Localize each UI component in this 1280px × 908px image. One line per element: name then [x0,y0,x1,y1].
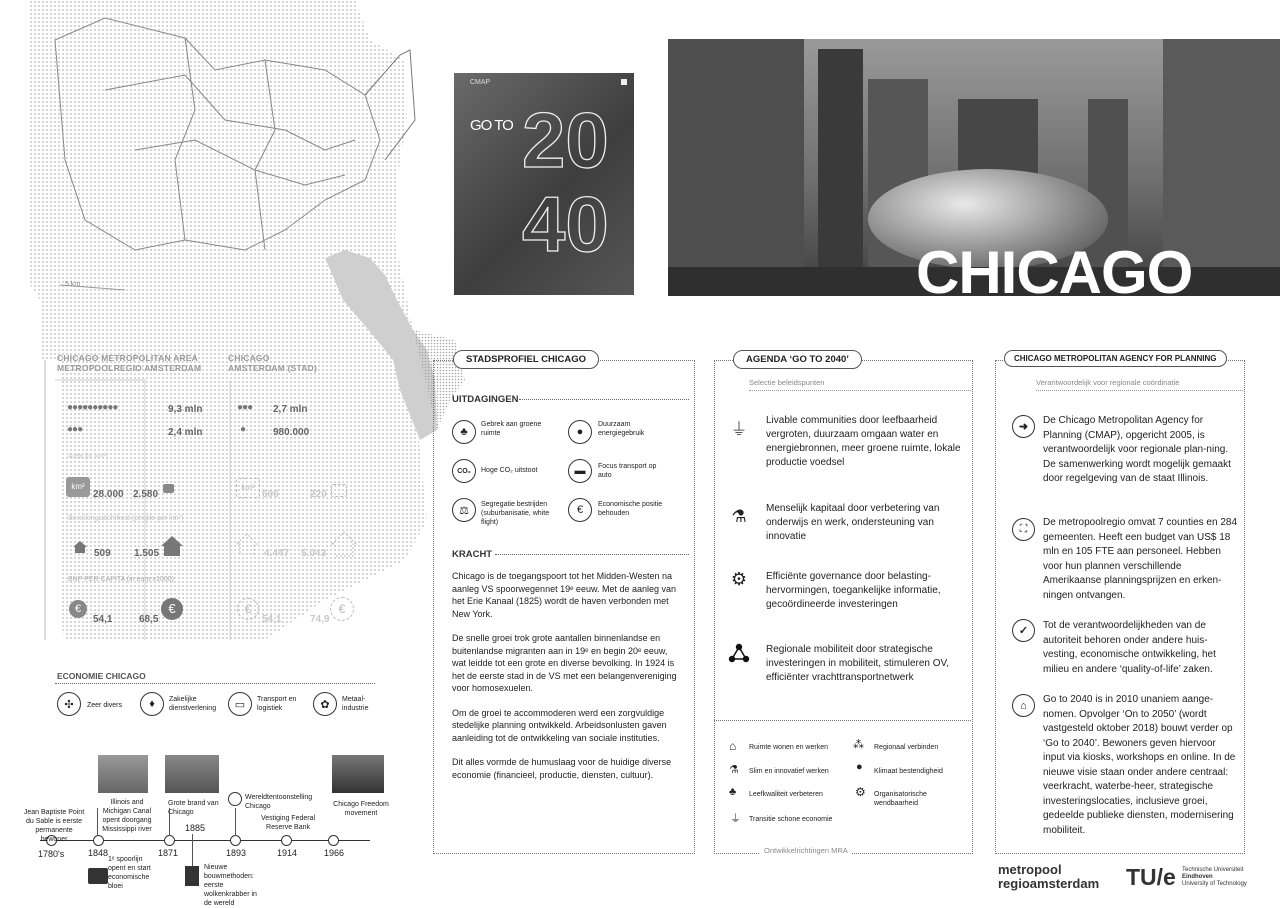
agenda-point-0: Livable communities door leefbaarheid vergroten, duurzaam omgaan water en energiebronnen, meer groene ruimte, lokale productie voedsel [766,415,961,468]
cmap-subtitle: Verantwoordelijk voor regionale coördinatie [1036,378,1180,387]
event-1871-stem [169,808,170,836]
building-2 [818,49,863,296]
density-metro-ams: 1.505 [134,548,160,559]
cover-goto: GO TO [470,117,513,134]
event-1914: Vestiging Federal Reserve Bank [260,815,316,831]
tree-small-icon: ♣ [729,786,737,798]
fire-photo [165,755,219,793]
cover-year-top: 20 [522,96,609,184]
timeline-dot-1893 [230,835,241,846]
gear-icon-agenda: ⚙ [730,568,748,589]
house-outline-icon-small [236,532,258,561]
mra-1: Regionaal verbinden [874,744,939,751]
economy-item-0: Zeer divers [87,702,123,709]
strength-text [452,570,682,793]
gdp-city-chicago: 54,1 [262,614,282,625]
challenges-divider [519,399,689,400]
car-icon: ▬ [568,459,592,483]
timeline-year-1848: 1848 [88,848,109,858]
event-1871: Grote brand van Chicago [168,800,219,816]
mra-2: Slim en innovatief werken [749,768,829,775]
person-icon-city-ams: ● [240,424,247,435]
event-1885-stem [192,834,193,866]
euro-icon: € [568,498,592,522]
challenge-5: Economische positie behouden [598,501,663,517]
strength-paragraph-3: Om de groei te accommoderen werd een zorgvuldige stedelijke planning ontwikkeld. Arbeidsonlusten gaven aanleiding tot de ontwikkeling van sociale instituties. [452,707,667,743]
cover-brand: CMAP [470,79,491,86]
gdp-label: BNP PER CAPITA (in euro x1000) [68,576,174,583]
building-left [668,39,804,296]
co2-icon: CO₂ [452,459,476,483]
timeline-line [40,840,370,841]
euro-icon-large: € [161,598,183,620]
cmap-subtitle-line [1036,390,1243,391]
challenge-0: Gebrek aan groene ruimte [481,421,542,437]
tue-line2: Eindhoven [1182,874,1213,880]
gdp-city-ams: 74,9 [310,614,330,625]
challenge-2: Hoge CO₂ uitstoot [481,467,538,474]
people-icons-city: ●●● [237,402,253,413]
mra-0: Ruimte wonen en werken [749,744,828,751]
challenge-1: Duurzaam energiegebruik [598,421,645,437]
checkmark-icon: ✓ [1012,619,1035,642]
km2-small-icon [163,484,174,493]
strength-divider [495,554,689,555]
challenge-3: Focus transport op auto [598,463,657,479]
cover-corner-mark [621,79,627,85]
agenda-subtitle: Selectie beleidspunten [749,378,825,387]
area-city-ams: 220 [310,489,327,500]
event-1848-stem [97,808,98,836]
network-icon [728,643,750,668]
economy-item-2: Transport en logistiek [257,696,297,712]
tree-icon: ♣ [452,420,476,444]
timeline-year-1966: 1966 [324,848,345,858]
timeline-year-1893: 1893 [226,848,247,858]
tue-line3: University of Technology [1182,881,1247,887]
event-1885: Nieuwe bouwmethoden: eerste wolkenkrabber in de wereld [204,864,257,907]
event-1893-stem [235,808,236,836]
mlk-photo [332,755,384,793]
agenda-divider [714,720,971,721]
mra-logo-line2: regioamsterdam [998,876,1100,891]
house-icon-small [72,540,88,559]
flask-small-icon: ⚗ [729,764,739,776]
strength-paragraph-1: Chicago is de toegangspoort tot het Midden-Westen na aanleg VS spoorwegennet 19ᵉ eeuw. Met de aanleg van het Erie Kanaal (1825) wordt de haven verbonden met New York. [452,571,677,619]
map-scale-label: 5 km [65,281,81,288]
house-icon-large [160,535,184,562]
mra-5: Organisatorische wendbaarheid [874,791,927,807]
km2-small-icon-city [331,484,347,497]
timeline-year-1871: 1871 [158,848,179,858]
home-icon: ⌂ [729,739,737,753]
event-1966: Chicago Freedom movement [333,801,389,817]
drop-small-icon: ● [856,761,863,773]
mra-3: Klimaat bestendigheid [874,768,943,775]
house-outline-icon-large [331,530,357,563]
globe-icon [228,792,242,806]
pop-metro-ams: 2,4 mln [168,427,203,438]
skyscraper-icon [185,866,199,886]
event-1893: Wereldtentoonstelling Chicago [245,794,313,810]
agenda-point-3: Regionale mobiliteit door strategische investeringen in mobiliteit, stimuleren OV, efficiënter vrachttransportnetwerk [766,644,950,683]
economy-item-1: Zakelijke dienstverlening [169,696,217,712]
timeline-dot-1871 [164,835,175,846]
area-city-chicago: 606 [262,489,279,500]
cmap-tab: CHICAGO METROPOLITAN AGENCY FOR PLANNING [1004,350,1227,367]
gear-small-icon: ⚙ [855,785,866,799]
tue-logo-text [1182,867,1247,888]
strength-heading: KRACHT [452,549,493,560]
stats-col1-header: CHICAGO METROPOLITAN AREA METROPOOLREGIO AMSTERDAM [57,353,202,373]
mra-logo [998,863,1099,891]
area-metro-ams: 2.580 [133,489,159,500]
train-icon [88,868,108,884]
plug-icon: ⏚ [730,419,748,439]
tie-icon: ♦ [140,692,164,716]
org-chart-icon: ⛶ [1012,518,1035,541]
challenge-4: Segregatie bestrijden (suburbanisatie, white flight) [481,501,550,526]
timeline-year-1780: 1780's [38,849,65,859]
gear-icon: ✿ [313,692,337,716]
event-1848b: 1ᵉ spoorlijn opent en start economische bloei [108,856,151,890]
event-1848a: Illinois and Michigan Canal opent doorgang Mississippi river [102,799,152,833]
cmap-point-3: Go to 2040 is in 2010 unaniem aange-nomen. Opvolger ‘On to 2050’ (wordt vastgesteld oktober 2018) bouwt verder op ‘Go to 2040’. Bewoners geven hiervoor input via kiosks, workshops en online. In de nieuwe visie staan onder andere centraal: veerkracht, waterbe-heer, strategische investeringslocaties, inclusieve groei, gedeelde publieke diensten, modernisering mobiliteit. [1043,694,1236,836]
government-building-icon: ⌂ [1012,694,1035,717]
timeline-dot-1848 [93,835,104,846]
cover-year-bottom: 40 [522,180,609,268]
flask-icon: ⚗ [731,507,747,526]
network-small-icon: ⁂ [853,739,864,751]
area-metro-chicago: 28.000 [93,489,124,500]
agenda-subtitle-line [749,390,971,391]
pop-metro-chicago: 9,3 mln [168,404,203,415]
tue-logo: TU/e [1126,864,1176,890]
euro-outline-icon-small: € [237,598,259,620]
people-icons-metro-ams: ●●● [67,424,83,435]
timeline-year-1914: 1914 [277,848,298,858]
agenda-footer: Ontwikkelrichtingen MRA [760,846,852,855]
chicago-hero-photo [668,39,1280,296]
plug-small-icon: ⏚ [730,813,741,825]
strength-paragraph-4: Dit alles vormde de humuslaag voor de huidige diverse economie (financieel, productie, diensten, cultuur). [452,757,672,780]
hero-title: CHICAGO [916,239,1193,296]
canal-photo [98,755,148,793]
mra-4: Leefkwaliteit verbeteren [749,791,823,798]
density-label: Bevolkingsdichtheid (people per km²) [68,515,184,522]
euro-icon-small: € [69,600,87,618]
cmap-point-2: Tot de verantwoordelijkheden van de autoriteit behoren onder andere huis-vesting, economische ontwikkeling, het milieu en andere ‘quality-of-life’ zaken. [1043,620,1216,675]
pop-city-chicago: 2,7 mln [273,404,308,415]
agenda-point-2: Efficiënte governance door belasting-hervormingen, toegankelijke informatie, gecoördineerde investeringen [766,571,941,610]
map-svg [25,0,465,660]
stadsprofiel-tab: STADSPROFIEL CHICAGO [453,350,599,369]
scales-icon: ⚖ [452,498,476,522]
gdp-metro-chicago: 54,1 [93,614,113,625]
economy-item-3: Metaal-industrie [342,696,369,712]
challenges-heading: UITDAGINGEN [452,394,519,405]
gdp-metro-ams: 68,5 [139,614,159,625]
economy-title: ECONOMIE CHICAGO [57,671,146,681]
people-icons-metro: ●●●●●●●●●● [67,402,118,413]
timeline-dot-1914 [281,835,292,846]
stats-col2-header: CHICAGO AMSTERDAM (STAD) [228,353,317,373]
timeline-dot-1966 [328,835,339,846]
strength-paragraph-2: De snelle groei trok grote aantallen binnenlandse en buitenlandse migranten aan in 19ᵉ en begin 20ᵉ eeuw, wat leidde tot een grote en diverse bevolking. In 1924 is het de eerste stad in de VS met een belangenvereniging voor homosexuelen. [452,633,677,693]
density-city-chicago: 4.447 [264,548,290,559]
timeline-year-1885: 1885 [185,823,206,833]
mra-6: Transitie schone economie [749,816,833,823]
goto2040-cover [454,73,634,295]
mra-logo-line1: metropool [998,862,1062,877]
region-map [25,0,465,660]
tue-line1: Technische Universiteit [1182,867,1244,873]
pop-city-ams: 980.000 [273,427,310,438]
area-label: Area (in km²) [68,453,109,460]
arrow-right-icon: ➜ [1012,415,1035,438]
event-1780: Jean Baptiste Point du Sable is eerste permanente bewoner [23,809,85,843]
km2-icon: km² [66,477,90,497]
cmap-point-0: De Chicago Metropolitan Agency for Planning (CMAP), opgericht 2005, is verantwoordelijk voor regionale plan-ning. De samenwerking wordt mogelijk gemaakt door regelgeving van de staat Illinois. [1043,415,1231,484]
bus-icon: ▭ [228,692,252,716]
agenda-tab: AGENDA ‘GO TO 2040’ [733,350,862,369]
density-metro-chicago: 509 [94,548,111,559]
km2-icon-city: km² [236,478,260,498]
density-city-ams: 5.043 [301,548,327,559]
cmap-point-1: De metropoolregio omvat 7 counties en 284 gemeenten. Heeft een budget van US$ 18 mln en 105 FTE aan personeel. Hebben voor hun plannen verschillende Amerikaanse planningsprijzen en erken-ningen ontvangen. [1043,517,1238,601]
euro-outline-icon-large: € [330,597,354,621]
drop-icon: ● [568,420,592,444]
agenda-point-1: Menselijk kapitaal door verbetering van onderwijs en werk, ondersteuning van innovatie [766,503,940,542]
economy-divider [55,683,375,684]
diversity-icon: ✣ [57,692,81,716]
